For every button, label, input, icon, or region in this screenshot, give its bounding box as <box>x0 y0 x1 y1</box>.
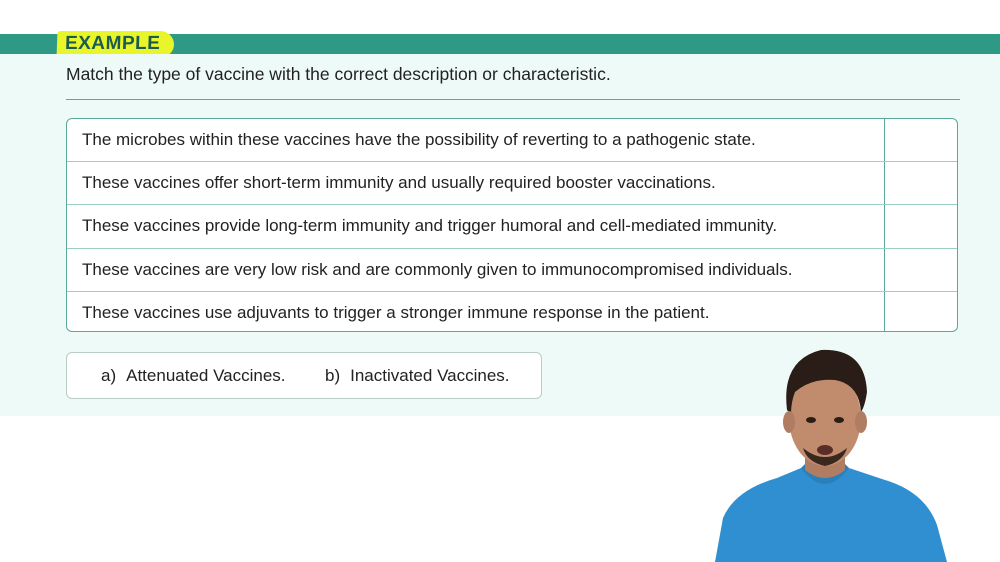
table-row <box>67 119 957 162</box>
option-attenuated[interactable] <box>101 353 286 398</box>
table-row <box>67 249 957 292</box>
table-row <box>67 292 957 332</box>
option-label: Inactivated Vaccines. <box>350 366 510 385</box>
answer-cell[interactable] <box>884 292 957 332</box>
question-prompt: Match the type of vaccine with the correct description or characteristic. <box>66 64 611 84</box>
option-inactivated[interactable] <box>325 353 510 398</box>
answer-cell[interactable] <box>884 249 957 291</box>
top-margin <box>0 0 1000 34</box>
presenter-video <box>715 340 955 562</box>
divider <box>66 99 960 100</box>
option-letter: b) <box>325 366 341 385</box>
example-tag: EXAMPLE <box>57 31 175 57</box>
answer-cell[interactable] <box>884 162 957 204</box>
table-row <box>67 205 957 248</box>
option-letter: a) <box>101 366 117 385</box>
option-label: Attenuated Vaccines. <box>126 366 286 385</box>
row-description: The microbes within these vaccines have the possibility of reverting to a pathogenic state. <box>82 130 756 149</box>
row-description: These vaccines are very low risk and are commonly given to immunocompromised individuals. <box>82 259 793 279</box>
row-description: These vaccines use adjuvants to trigger a stronger immune response in the patient. <box>82 302 710 322</box>
table-row <box>67 162 957 205</box>
matching-table <box>66 118 958 332</box>
answer-cell[interactable] <box>884 119 957 161</box>
row-description: These vaccines provide long-term immunity and trigger humoral and cell-mediated immunity. <box>82 216 778 236</box>
answer-options <box>66 352 542 399</box>
row-description: These vaccines offer short-term immunity and usually required booster vaccinations. <box>82 173 716 193</box>
answer-cell[interactable] <box>884 205 957 247</box>
